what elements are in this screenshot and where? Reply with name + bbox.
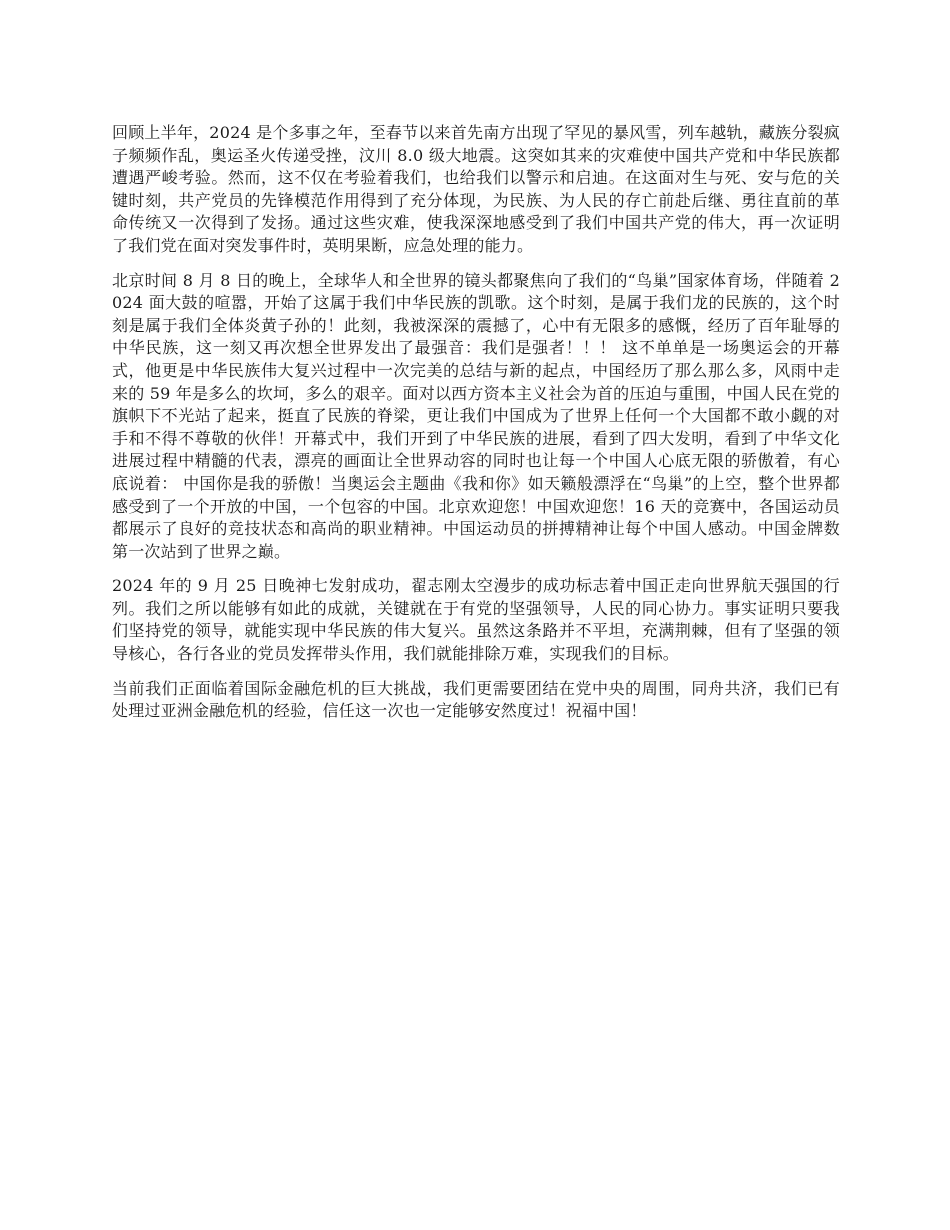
paragraph-2: 北京时间 8 月 8 日的晚上，全球华人和全世界的镜头都聚焦向了我们的“鸟巢”国家体育场，伴随着 2024 面大鼓的喧嚣，开始了这属于我们中华民族的凯歌。这个时刻，是属于我们龙的民族的，这个时刻是属于我们全体炎黄子孙的！此刻，我被深深的震撼了，心中有无限多的感慨，经历了百年耻辱的中华民族，这一刻又再次想全世界发出了最强音：我们是强者！！！ 这不单单是一场奥运会的开幕式，他更是中华民族伟大复兴过程中一次完美的总结与新的起点，中国经历了那么那么多，风雨中走来的 59 年是多么的坎坷，多么的艰辛。面对以西方资本主义社会为首的压迫与重围，中国人民在党的旗帜下不光站了起来，挺直了民族的脊梁，更让我们中国成为了世界上任何一个大国都不敢小觑的对手和不得不尊敬的伙伴！开幕式中，我们开到了中华民族的进展，看到了四大发明，看到了中华文化进展过程中精髓的代表，漂亮的画面让全世界动容的同时也让每一个中国人心底无限的骄傲着，有心底说着： 中国你是我的骄傲！当奥运会主题曲《我和你》如天籁般漂浮在“鸟巢”的上空，整个世界都感受到了一个开放的中国，一个包容的中国。北京欢迎您！中国欢迎您！16 天的竞赛中，各国运动员都展示了良好的竞技状态和高尚的职业精神。中国运动员的拼搏精神让每个中国人感动。中国金牌数第一次站到了世界之巅。 [112, 270, 840, 561]
paragraph-1: 回顾上半年，2024 是个多事之年，至春节以来首先南方出现了罕见的暴风雪，列车越轨，藏族分裂疯子频频作乱，奥运圣火传递受挫，汶川 8.0 级大地震。这突如其来的灾难使中国共产党和中华民族都遭遇严峻考验。然而，这不仅在考验着我们，也给我们以警示和启迪。在这面对生与死、安与危的关键时刻，共产党员的先锋模范作用得到了充分体现，为民族、为人民的存亡前赴后继、勇往直前的革命传统又一次得到了发扬。通过这些灾难，使我深深地感受到了我们中国共产党的伟大，再一次证明了我们党在面对突发事件时，英明果断，应急处理的能力。 [112, 123, 840, 255]
paragraph-3: 2024 年的 9 月 25 日晚神七发射成功，翟志刚太空漫步的成功标志着中国正走向世界航天强国的行列。我们之所以能够有如此的成就，关键就在于有党的坚强领导，人民的同心协力。事实证明只要我们坚持党的领导，就能实现中华民族的伟大复兴。虽然这条路并不平坦，充满荆棘，但有了坚强的领导核心，各行各业的党员发挥带头作用，我们就能排除万难，实现我们的目标。 [112, 576, 840, 664]
paragraph-4: 当前我们正面临着国际金融危机的巨大挑战，我们更需要团结在党中央的周围，同舟共济，我们已有处理过亚洲金融危机的经验，信任这一次也一定能够安然度过！祝福中国！ [112, 678, 840, 721]
document-body [112, 122, 840, 735]
